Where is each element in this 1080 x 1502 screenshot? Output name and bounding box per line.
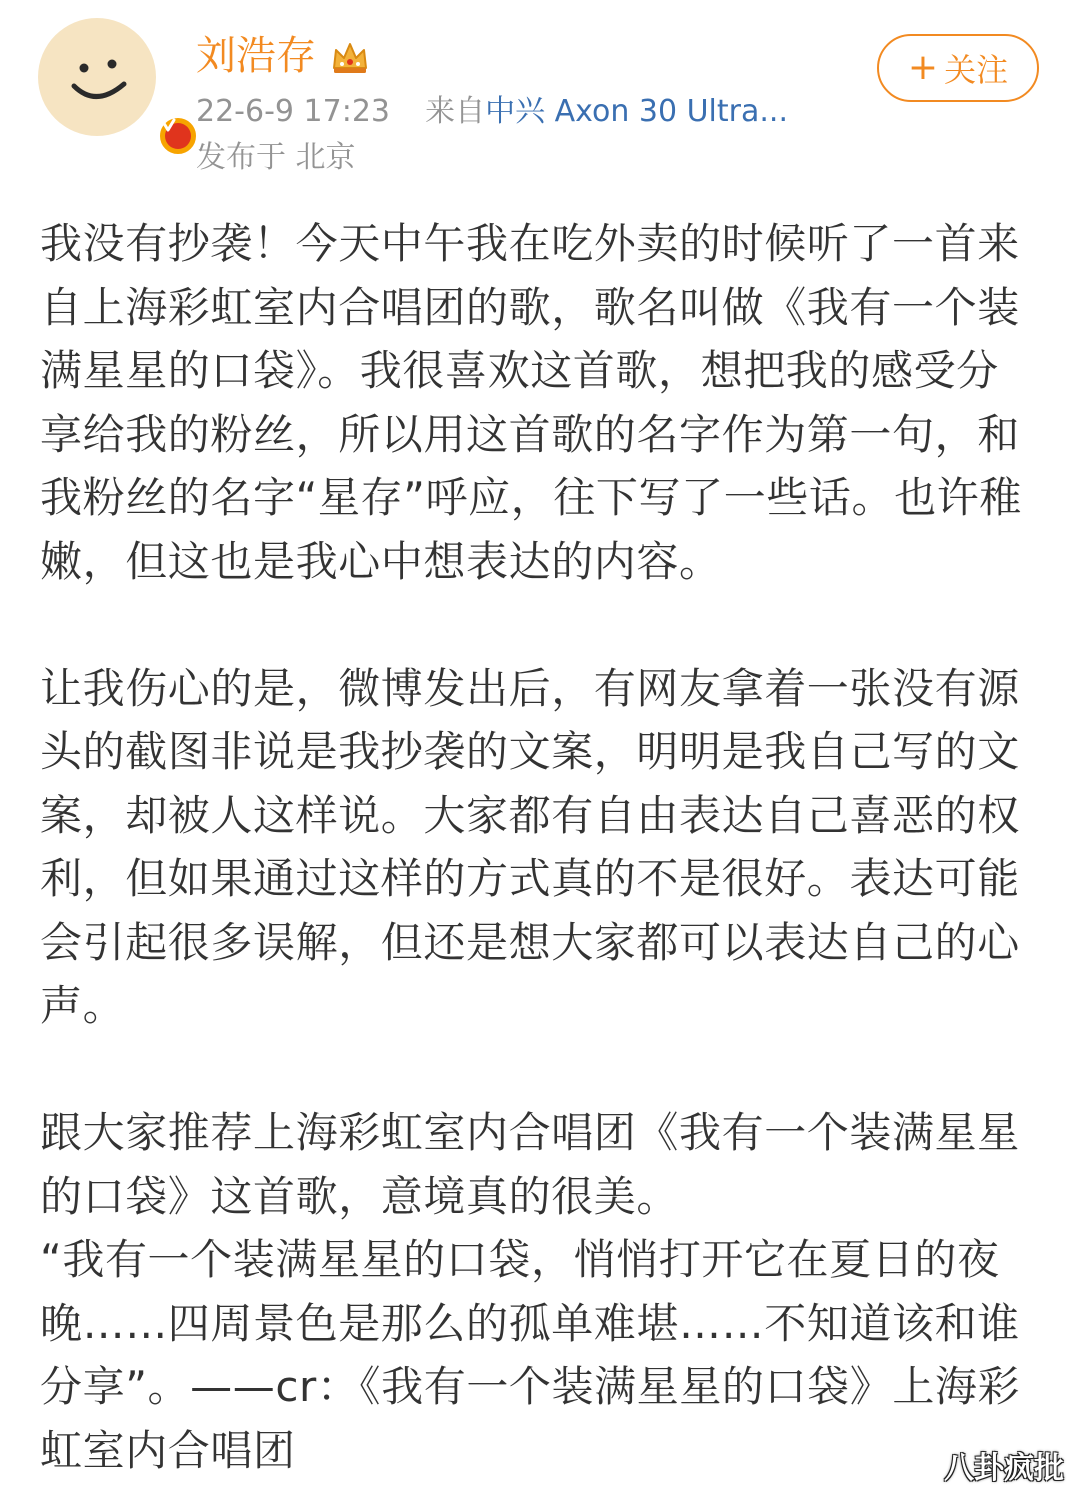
follow-button[interactable] [877,34,1039,102]
crown-icon[interactable] [330,38,370,76]
follow-label: 关注 [944,51,1009,89]
post-location: 发布于 北京 [196,140,356,175]
avatar[interactable] [38,18,156,136]
source-prefix: 来自 [425,94,486,129]
post-paragraph-2: 让我伤心的是，微博发出后，有网友拿着一张没有源头的截图非说是我抄袭的文案，明明是我自己写的文案，却被人这样说。大家都有自由表达自己喜恶的权利，但如果通过这样的方式真的不是很好。表达可能会引起很多误解，但还是想大家都可以表达自己的心声。 [40,663,1020,1030]
post-paragraph-3: 跟大家推荐上海彩虹室内合唱团《我有一个装满星星的口袋》这首歌，意境真的很美。 [40,1108,1020,1221]
post-meta [196,92,788,132]
paragraph-spacer [40,593,1040,657]
post-content [40,212,1040,1482]
post-quote: “我有一个装满星星的口袋，悄悄打开它在夏日的夜晚……四周景色是那么的孤单难堪……不知道该和谁分享”。——cr：《我有一个装满星星的口袋》上海彩虹室内合唱团 [40,1235,1021,1475]
post-time: 22-6-9 17:23 [196,94,390,129]
paragraph-spacer [40,1038,1040,1102]
smiley-face-icon [38,18,156,136]
post-paragraph-1: 我没有抄袭！今天中午我在吃外卖的时候听了一首来自上海彩虹室内合唱团的歌，歌名叫做《我有一个装满星星的口袋》。我很喜欢这首歌，想把我的感受分享给我的粉丝，所以用这首歌的名字作为第一句，和我粉丝的名字“星存”呼应，往下写了一些话。也许稚嫩，但这也是我心中想表达的内容。 [40,219,1022,586]
watermark: 八卦疯批 [944,1451,1064,1486]
device-link[interactable]: 中兴 Axon 30 Ultra... [485,94,788,129]
verified-badge [156,114,200,158]
user-name[interactable]: 刘浩存 [196,33,316,79]
verified-v-icon [165,123,191,149]
plus-icon: + [907,47,939,88]
post-header [0,0,1080,200]
